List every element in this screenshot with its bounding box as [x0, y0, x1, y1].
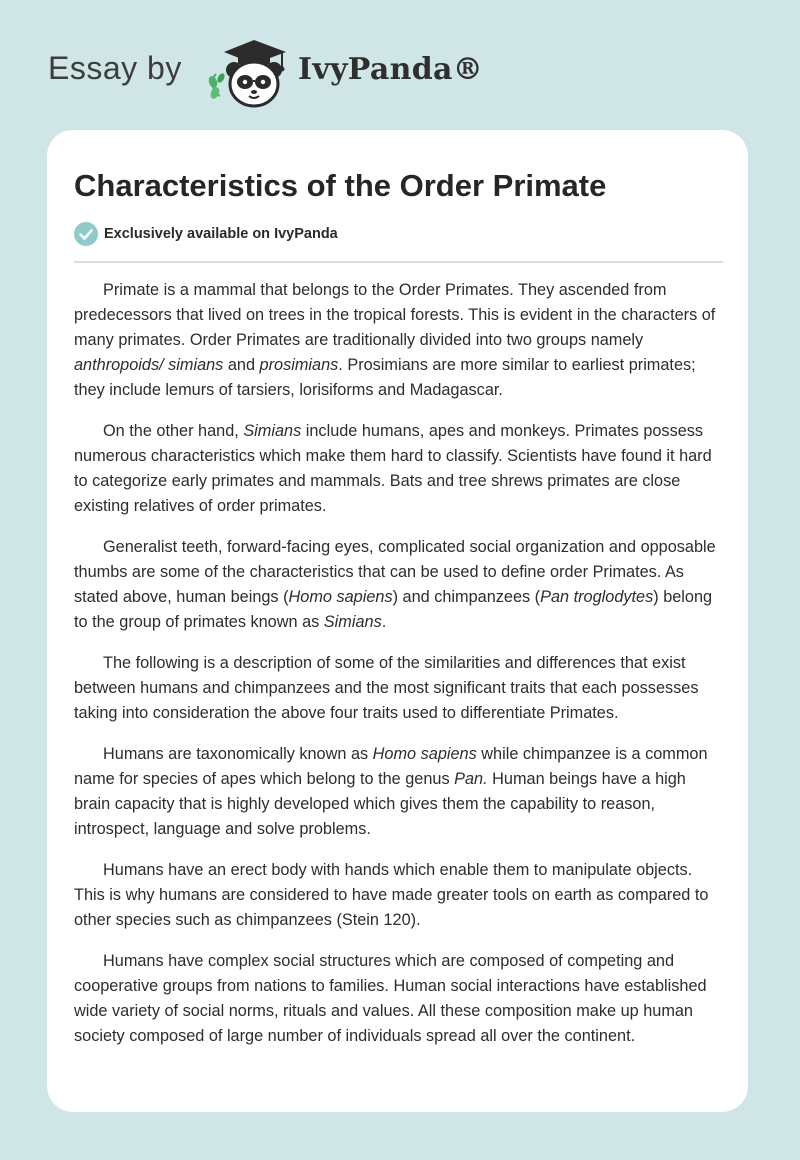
text-run: The following is a description of some of the similarities and differences that exist between humans and chimpanzees and the most significant traits that each possesses taking into consideration the above four traits used to differentiate Primates.	[74, 654, 699, 722]
essay-body	[74, 278, 724, 1065]
text-run: Generalist teeth, forward-facing eyes, complicated social organization and opposable thumbs are some of the characteristics that can be used to define order Primates. As stated above, human beings (	[74, 538, 716, 606]
paragraph	[74, 535, 724, 635]
italic-term: Pan troglodytes	[540, 588, 654, 606]
essay-by-label: Essay by	[48, 50, 182, 86]
panda-graduate-icon	[204, 34, 296, 110]
check-circle-icon	[74, 222, 98, 246]
paragraph	[74, 278, 724, 403]
page-title: Characteristics of the Order Primate	[74, 168, 607, 203]
text-run: .	[381, 613, 387, 631]
paragraph	[74, 949, 724, 1049]
italic-term: anthropoids/ simians	[74, 356, 224, 374]
text-run: On the other hand,	[103, 422, 244, 440]
text-run: and	[223, 356, 260, 374]
essay-card	[47, 130, 748, 1112]
divider	[74, 261, 723, 263]
text-run: include humans, apes and monkeys. Primates possess numerous characteristics which make them hard to classify. Scientists have found it hard to categorize early primates and mammals. Bats and tree shrews primates are close existing relatives of order primates.	[74, 422, 712, 515]
text-run: . Prosimians are more similar to earliest primates; they include lemurs of tarsiers, lorisiforms and Madagascar.	[74, 356, 696, 399]
text-run: ) belong to the group of primates known as	[74, 588, 713, 631]
text-run: Humans are taxonomically known as	[103, 745, 373, 763]
italic-term: Homo sapiens	[288, 588, 393, 606]
text-run: Primate is a mammal that belongs to the Order Primates. They ascended from predecessors that lived on trees in the tropical forests. This is evident in the characters of many primates. Order Primates are traditionally divided into two groups namely	[74, 281, 716, 349]
italic-term: prosimians	[259, 356, 339, 374]
italic-term: Homo sapiens	[372, 745, 477, 763]
text-run: ) and chimpanzees (	[392, 588, 541, 606]
text-run: while chimpanzee is a common name for species of apes which belong to the genus	[74, 745, 708, 788]
text-run: Humans have an erect body with hands which enable them to manipulate objects. This is why humans are considered to have made greater tools on earth as compared to other species such as chimpanzees (Stein 120).	[74, 861, 709, 929]
text-run: Human beings have a high brain capacity that is highly developed which gives them the capability to reason, introspect, language and solve problems.	[74, 770, 686, 838]
paragraph	[74, 651, 724, 726]
italic-term: Pan.	[454, 770, 488, 788]
brand-name: IvyPanda®	[298, 52, 484, 87]
text-run: Humans have complex social structures which are composed of competing and cooperative groups from nations to families. Human social interactions have established wide variety of social norms, rituals and values. All these composition make up human society composed of large number of individuals spread all over the continent.	[74, 952, 707, 1045]
paragraph	[74, 419, 724, 519]
badge-label: Exclusively available on IvyPanda	[104, 226, 338, 242]
site-header	[48, 34, 508, 110]
italic-term: Simians	[323, 613, 382, 631]
paragraph	[74, 858, 724, 933]
exclusive-badge	[74, 222, 338, 246]
paragraph	[74, 742, 724, 842]
italic-term: Simians	[243, 422, 302, 440]
